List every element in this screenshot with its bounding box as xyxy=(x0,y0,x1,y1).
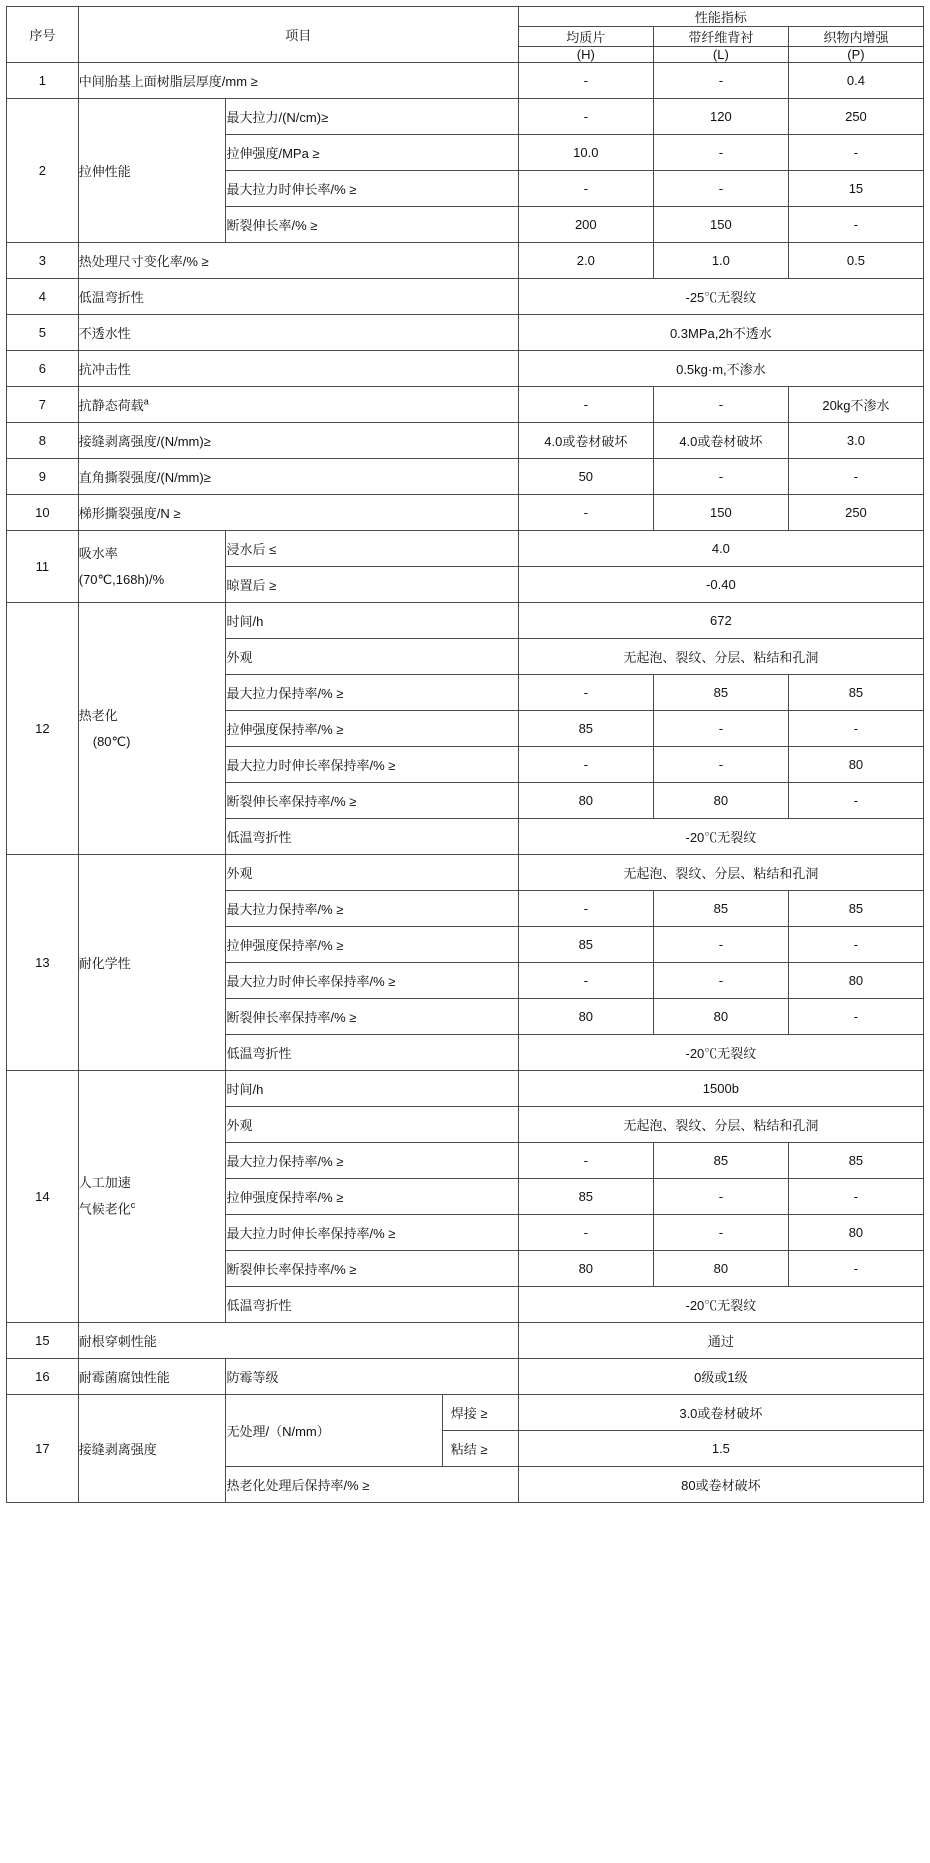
row-value-p: - xyxy=(788,1251,923,1287)
row-item xyxy=(78,603,226,855)
row-value-p: - xyxy=(788,711,923,747)
row-value-l: - xyxy=(653,171,788,207)
row-sub-label: 拉伸强度保持率/% ≥ xyxy=(226,711,518,747)
table-row xyxy=(7,243,924,279)
row-value-p: 85 xyxy=(788,675,923,711)
row-value-l: 120 xyxy=(653,99,788,135)
row-value-h: - xyxy=(518,1143,653,1179)
row-sub-label: 最大拉力保持率/% ≥ xyxy=(226,675,518,711)
row-value-span: 0级或1级 xyxy=(518,1359,923,1395)
row-value-l: 1.0 xyxy=(653,243,788,279)
row-sub-label: 最大拉力保持率/% ≥ xyxy=(226,891,518,927)
row-item xyxy=(78,387,518,423)
row-item-line2: 气候老化 xyxy=(78,1201,131,1217)
row-item-superscript: c xyxy=(130,1200,136,1211)
row-sub-label: 低温弯折性 xyxy=(226,1287,518,1323)
row-value-h: - xyxy=(518,99,653,135)
row-sub-group-label: 无处理/（N/mm） xyxy=(226,1395,442,1467)
row-sub-label: 防霉等级 xyxy=(226,1359,518,1395)
row-seq: 16 xyxy=(7,1359,79,1395)
table-row xyxy=(7,279,924,315)
table-header-row-1 xyxy=(7,7,924,27)
row-item: 热处理尺寸变化率/% ≥ xyxy=(78,243,518,279)
row-value-h: 80 xyxy=(518,999,653,1035)
row-item-line2: (80℃) xyxy=(92,733,131,749)
row-item-superscript: a xyxy=(143,396,149,407)
row-sub-label: 断裂伸长率/% ≥ xyxy=(226,207,518,243)
row-value-h: 85 xyxy=(518,711,653,747)
row-sub-label: 最大拉力/(N/cm)≥ xyxy=(226,99,518,135)
row-item: 耐霉菌腐蚀性能 xyxy=(78,1359,226,1395)
row-item: 接缝剥离强度 xyxy=(78,1395,226,1503)
header-seq: 序号 xyxy=(7,7,79,63)
row-value-l: 85 xyxy=(653,675,788,711)
row-seq: 14 xyxy=(7,1071,79,1323)
row-value-l: - xyxy=(653,1215,788,1251)
header-l-name: 带纤维背衬 xyxy=(653,27,788,47)
row-value-span: 无起泡、裂纹、分层、粘结和孔洞 xyxy=(518,1107,923,1143)
row-value-span: 3.0或卷材破坏 xyxy=(518,1395,923,1431)
header-item: 项目 xyxy=(78,7,518,63)
row-value-l: - xyxy=(653,711,788,747)
row-value-span: 1500b xyxy=(518,1071,923,1107)
row-value-h: - xyxy=(518,63,653,99)
table-row xyxy=(7,99,924,135)
row-sub-label: 断裂伸长率保持率/% ≥ xyxy=(226,1251,518,1287)
row-sub-label: 时间/h xyxy=(226,1071,518,1107)
row-sub-label: 粘结 ≥ xyxy=(442,1431,518,1467)
row-value-h: - xyxy=(518,675,653,711)
row-seq: 4 xyxy=(7,279,79,315)
row-value-h: - xyxy=(518,963,653,999)
performance-spec-table xyxy=(6,6,924,1503)
row-value-span: 0.5kg·m,不渗水 xyxy=(518,351,923,387)
row-value-span: 80或卷材破坏 xyxy=(518,1467,923,1503)
row-sub-label: 外观 xyxy=(226,855,518,891)
row-value-span: 1.5 xyxy=(518,1431,923,1467)
row-value-p: - xyxy=(788,999,923,1035)
row-value-h: - xyxy=(518,747,653,783)
row-item-line1: 吸水率 xyxy=(78,545,118,561)
row-seq: 9 xyxy=(7,459,79,495)
header-p-name: 织物内增强 xyxy=(788,27,923,47)
row-seq: 17 xyxy=(7,1395,79,1503)
table-row xyxy=(7,495,924,531)
row-value-h: 2.0 xyxy=(518,243,653,279)
header-performance-group: 性能指标 xyxy=(518,7,923,27)
row-value-p: 0.5 xyxy=(788,243,923,279)
row-item-line2-wrap xyxy=(79,1196,226,1222)
row-sub-label: 低温弯折性 xyxy=(226,1035,518,1071)
row-value-h: - xyxy=(518,891,653,927)
row-value-l: 85 xyxy=(653,1143,788,1179)
row-value-l: - xyxy=(653,135,788,171)
row-sub-label: 焊接 ≥ xyxy=(442,1395,518,1431)
row-value-l: - xyxy=(653,387,788,423)
header-h-code: (H) xyxy=(518,47,653,63)
table-row xyxy=(7,855,924,891)
row-value-p: 80 xyxy=(788,963,923,999)
table-row xyxy=(7,315,924,351)
table-row xyxy=(7,603,924,639)
row-sub-label: 拉伸强度/MPa ≥ xyxy=(226,135,518,171)
row-sub-label: 热老化处理后保持率/% ≥ xyxy=(226,1467,518,1503)
row-item-label: 抗静态荷载 xyxy=(78,398,144,413)
row-value-l: - xyxy=(653,63,788,99)
row-value-l: 80 xyxy=(653,783,788,819)
row-value-h: 80 xyxy=(518,783,653,819)
row-item: 中间胎基上面树脂层厚度/mm ≥ xyxy=(78,63,518,99)
row-item xyxy=(78,1071,226,1323)
header-p-code: (P) xyxy=(788,47,923,63)
row-value-p: - xyxy=(788,927,923,963)
row-value-l: 4.0或卷材破坏 xyxy=(653,423,788,459)
table-row xyxy=(7,531,924,567)
row-value-p: 80 xyxy=(788,747,923,783)
row-value-h: - xyxy=(518,1215,653,1251)
row-value-p: 250 xyxy=(788,495,923,531)
row-value-span: -0.40 xyxy=(518,567,923,603)
row-value-p: 85 xyxy=(788,891,923,927)
row-value-h: - xyxy=(518,495,653,531)
row-value-p: - xyxy=(788,459,923,495)
row-sub-label: 最大拉力保持率/% ≥ xyxy=(226,1143,518,1179)
row-item: 梯形撕裂强度/N ≥ xyxy=(78,495,518,531)
row-sub-label: 拉伸强度保持率/% ≥ xyxy=(226,927,518,963)
row-sub-label: 外观 xyxy=(226,1107,518,1143)
table-row xyxy=(7,459,924,495)
row-item: 不透水性 xyxy=(78,315,518,351)
row-value-h: 85 xyxy=(518,1179,653,1215)
row-value-span: 4.0 xyxy=(518,531,923,567)
row-value-h: - xyxy=(518,387,653,423)
row-item-line1: 人工加速 xyxy=(78,1175,131,1191)
table-row xyxy=(7,351,924,387)
row-value-h: 4.0或卷材破坏 xyxy=(518,423,653,459)
table-row xyxy=(7,1071,924,1107)
row-item-line2: (70℃,168h)/% xyxy=(78,571,165,587)
row-item: 抗冲击性 xyxy=(78,351,518,387)
row-sub-label: 最大拉力时伸长率保持率/% ≥ xyxy=(226,747,518,783)
table-row xyxy=(7,423,924,459)
row-seq: 1 xyxy=(7,63,79,99)
row-item: 接缝剥离强度/(N/mm)≥ xyxy=(78,423,518,459)
row-item: 耐化学性 xyxy=(78,855,226,1071)
row-seq: 5 xyxy=(7,315,79,351)
row-value-l: 150 xyxy=(653,207,788,243)
row-value-p: 80 xyxy=(788,1215,923,1251)
row-sub-label: 断裂伸长率保持率/% ≥ xyxy=(226,999,518,1035)
row-value-p: 3.0 xyxy=(788,423,923,459)
row-value-h: 10.0 xyxy=(518,135,653,171)
header-h-name: 均质片 xyxy=(518,27,653,47)
row-value-h: 50 xyxy=(518,459,653,495)
row-seq: 12 xyxy=(7,603,79,855)
row-sub-label: 外观 xyxy=(226,639,518,675)
row-sub-label: 最大拉力时伸长率保持率/% ≥ xyxy=(226,1215,518,1251)
row-value-l: 80 xyxy=(653,999,788,1035)
table-row xyxy=(7,1395,924,1431)
table-row xyxy=(7,1323,924,1359)
row-value-h: - xyxy=(518,171,653,207)
row-value-span: 通过 xyxy=(518,1323,923,1359)
row-value-p: 250 xyxy=(788,99,923,135)
row-value-l: 150 xyxy=(653,495,788,531)
row-value-l: 85 xyxy=(653,891,788,927)
row-value-p: 15 xyxy=(788,171,923,207)
row-item xyxy=(78,531,226,603)
row-value-h: 85 xyxy=(518,927,653,963)
row-sub-label: 断裂伸长率保持率/% ≥ xyxy=(226,783,518,819)
row-value-l: - xyxy=(653,459,788,495)
row-value-l: - xyxy=(653,963,788,999)
row-seq: 13 xyxy=(7,855,79,1071)
row-value-p: - xyxy=(788,1179,923,1215)
row-value-span: -20℃无裂纹 xyxy=(518,819,923,855)
row-seq: 3 xyxy=(7,243,79,279)
row-item: 低温弯折性 xyxy=(78,279,518,315)
row-value-span: 0.3MPa,2h不透水 xyxy=(518,315,923,351)
row-sub-label: 时间/h xyxy=(226,603,518,639)
row-value-p: - xyxy=(788,783,923,819)
row-seq: 10 xyxy=(7,495,79,531)
row-value-l: - xyxy=(653,927,788,963)
table-row xyxy=(7,1359,924,1395)
row-item: 直角撕裂强度/(N/mm)≥ xyxy=(78,459,518,495)
row-value-span: 672 xyxy=(518,603,923,639)
row-sub-label: 最大拉力时伸长率保持率/% ≥ xyxy=(226,963,518,999)
row-value-span: -25℃无裂纹 xyxy=(518,279,923,315)
table-row xyxy=(7,387,924,423)
row-value-p: - xyxy=(788,135,923,171)
row-sub-label: 拉伸强度保持率/% ≥ xyxy=(226,1179,518,1215)
row-value-span: -20℃无裂纹 xyxy=(518,1035,923,1071)
row-value-l: - xyxy=(653,747,788,783)
row-seq: 2 xyxy=(7,99,79,243)
row-value-l: - xyxy=(653,1179,788,1215)
row-item-line1: 热老化 xyxy=(78,707,118,723)
row-seq: 7 xyxy=(7,387,79,423)
row-sub-label: 低温弯折性 xyxy=(226,819,518,855)
row-sub-label: 浸水后 ≤ xyxy=(226,531,518,567)
row-seq: 15 xyxy=(7,1323,79,1359)
header-l-code: (L) xyxy=(653,47,788,63)
row-value-l: 80 xyxy=(653,1251,788,1287)
row-item: 耐根穿刺性能 xyxy=(78,1323,518,1359)
row-value-p: - xyxy=(788,207,923,243)
row-value-span: -20℃无裂纹 xyxy=(518,1287,923,1323)
row-seq: 8 xyxy=(7,423,79,459)
row-value-h: 200 xyxy=(518,207,653,243)
row-sub-label: 晾置后 ≥ xyxy=(226,567,518,603)
row-value-p: 85 xyxy=(788,1143,923,1179)
row-value-span: 无起泡、裂纹、分层、粘结和孔洞 xyxy=(518,639,923,675)
row-value-p: 20kg不渗水 xyxy=(788,387,923,423)
row-seq: 11 xyxy=(7,531,79,603)
row-seq: 6 xyxy=(7,351,79,387)
row-item: 拉伸性能 xyxy=(78,99,226,243)
row-value-p: 0.4 xyxy=(788,63,923,99)
table-row xyxy=(7,63,924,99)
row-value-span: 无起泡、裂纹、分层、粘结和孔洞 xyxy=(518,855,923,891)
row-sub-label: 最大拉力时伸长率/% ≥ xyxy=(226,171,518,207)
row-value-h: 80 xyxy=(518,1251,653,1287)
